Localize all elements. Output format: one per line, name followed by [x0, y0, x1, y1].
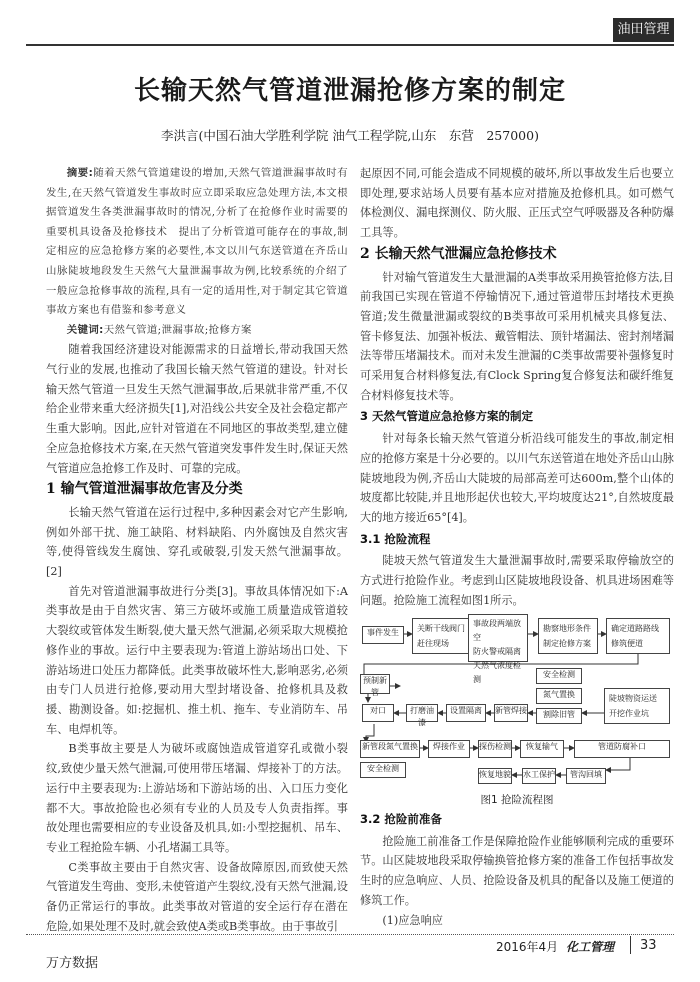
flow-node: 恢复地貌	[478, 768, 512, 784]
page-number: 33	[640, 938, 657, 953]
node-line: 开挖作业坑	[609, 709, 649, 718]
node-line: 天然气浓度检测	[473, 661, 521, 684]
flow-node: 新管焊接	[494, 704, 528, 722]
paragraph: 针对输气管道发生大量泄漏的A类事故采用换管抢修方法,目前我国已实现在管道不停输情况下,通过管道带压封堵技术更换管道;发生微量泄漏或裂纹的B类事故可采用机械夹具修复法、管卡修复法、加强补板法、戴管帽法、顶针堵漏法、密封剂堵漏法等带压堵漏技术。而对未发生泄漏的C类事故需要补强修复时可采用复合材料修复法,有Clock Spring复合修复法和碳纤维复合材料修复技术等。	[360, 270, 674, 402]
watermark: 万方数据	[46, 956, 99, 971]
section-label: 油田管理	[613, 18, 674, 42]
footer-divider	[630, 936, 631, 954]
flow-node	[604, 688, 670, 724]
paragraph: C类事故主要由于自然灾害、设备故障原因,而致使天然气管道发生弯曲、变形,未使管道产生裂纹,没有天然气泄漏,设备仍正常运行的事故。此类事故对管道的安全运行存在潜在危险,如果处理不及时,就会致使A类或B类事故。由于事故引	[46, 860, 348, 933]
abstract	[46, 164, 348, 340]
flow-node: 氮气置换	[536, 688, 582, 704]
right-column	[360, 164, 674, 610]
footer-journal: 化工管理	[566, 940, 615, 954]
section-heading-3: 3 天然气管道应急抢修方案的制定	[360, 409, 534, 424]
paragraph: 长输天然气管道在运行过程中,多种因素会对它产生影响,例如外部干扰、施工缺陷、材料缺陷、内外腐蚀及自然灾害等,使得管线发生腐蚀、穿孔或破裂,引发天然气泄漏事故。[2]	[46, 505, 348, 579]
flow-node: 割除旧管	[536, 708, 582, 724]
node-line: 修筑便道	[611, 639, 643, 648]
node-line: 勘察地形条件	[543, 624, 591, 633]
flow-node: 管道防腐补口	[574, 740, 670, 758]
flow-node: 对口	[362, 704, 394, 722]
figure-caption: 图1 抢险流程图	[480, 794, 554, 806]
keywords-label: 关键词:	[66, 323, 104, 336]
node-line: 赶往现场	[417, 639, 449, 648]
keywords-text: 天然气管道;泄漏事故;抢修方案	[103, 323, 252, 336]
flow-node	[468, 614, 528, 684]
flow-node	[606, 618, 670, 654]
node-line: 制定抢修方案	[543, 639, 591, 648]
section-heading-3-1: 3.1 抢险流程	[360, 531, 431, 546]
flow-node: 焊接作业	[428, 740, 470, 758]
flow-node: 新管段氮气置换	[360, 740, 420, 758]
section-heading-3-2: 3.2 抢险前准备	[360, 812, 442, 826]
section-heading-1: 1 输气管道泄漏事故危害及分类	[46, 481, 243, 498]
paragraph: 抢险施工前准备工作是保障抢险作业能够顺利完成的重要环节。山区陡坡地段采取停输换管抢修方案的准备工作包括事故发生时的应急响应、人员、抢险设备及机具的配备以及施工便道的修筑工作。	[360, 834, 674, 907]
left-column	[46, 164, 348, 936]
abstract-label: 摘要:	[66, 167, 94, 179]
header-rule	[26, 44, 674, 46]
paragraph: 起原因不同,可能会造成不同规模的破坏,所以事故发生后也要立即处理,要求站场人员要有基本应对措施及抢修机具。如可燃气体检测仪、漏电探测仪、防火服、正压式空气呼吸器及各种防爆工具等。	[360, 167, 674, 240]
flow-node: 水工保护	[522, 768, 556, 784]
flow-node: 安全检测	[536, 668, 582, 684]
node-line: 事故段两端放空	[473, 619, 521, 642]
paragraph: (1)应急响应	[382, 913, 443, 927]
flow-node: 事件发生	[362, 626, 404, 644]
author-line: 李洪言(中国石油大学胜利学院 油气工程学院,山东 东营 257000)	[161, 128, 539, 143]
node-line: 确定道路路线	[611, 624, 659, 633]
intro-paragraph: 随着我国经济建设对能源需求的日益增长,带动我国天然气行业的发展,也推动了我国长输天然气管道的建设。针对长输天然气管道一旦发生天然气泄漏事故,后果就非常严重,不仅给企业带来重大经济损失[1],对沿线公共安全及社会稳定都产生重大影响。因此,应针对管道在不同地区的事故类型,建立健全应急抢修技术方案,在天然气管道突发事件发生时,保证天然气管道应急抢修工作及时、可靠的完成。	[46, 343, 348, 475]
flow-node: 管沟回填	[566, 768, 606, 784]
flowchart	[360, 612, 674, 788]
right-column-lower	[360, 808, 674, 930]
flow-node	[538, 618, 598, 654]
abstract-text: 随着天然气管道建设的增加,天然气管道泄漏事故时有发生,在天然气管道发生事故时应立即采取应急处理方法,本文根据管道发生各类泄漏事故时的情况,分析了在抢修作业时需要的重要机具设备及抢修技术 提出了分析管道可能存在的事故,制定相应的应急抢修方案的必要性,本文以川气东送管道在齐岳山山脉陡坡地段发生天然气大量泄漏事故为例,比较系统的介绍了一般应急抢修事故的流程,具有一定的适用性,对于制定其它管道事故方案也有借鉴和参考意义	[46, 167, 349, 317]
paragraph: 陡坡天然气管道发生大量泄漏事故时,需要采取停输放空的方式进行抢险作业。考虑到山区陡坡地段设备、机具进场困难等问题。抢险施工流程如图1所示。	[360, 554, 674, 607]
footer-date: 2016年4月	[496, 940, 559, 954]
node-line: 防火警戒隔离	[473, 647, 521, 656]
section-heading-2: 2 长输天然气泄漏应急抢修技术	[360, 245, 557, 262]
paragraph: B类事故主要是人为破坏或腐蚀造成管道穿孔或微小裂纹,致使少量天然气泄漏,可使用带压堵漏、焊接补丁的方法。运行中主要表现为:上游站场和下游站场的出、入口压力变化都不大。事故抢险也必须有专业的人员及专人负责指挥。事故处理也需要相应的专业设备及机具,如:小型挖掘机、吊车、专业工程抢险车辆、小孔堵漏工具等。	[46, 742, 348, 854]
flow-node: 预制新管	[360, 674, 390, 694]
flow-node: 安全检测	[360, 762, 406, 778]
footer-rule	[26, 934, 674, 935]
node-line: 陡坡物资运送	[609, 694, 657, 703]
paragraph: 针对每条长输天然气管道分析沿线可能发生的事故,制定相应的抢修方案是十分必要的。以川气东送管道在地处齐岳山山脉陡坡地段为例,齐岳山大陡坡的局部高差可达600m,整个山体的坡度都比较陡,并且地形起伏也较大,平均坡度达21°,自然坡度最大的地方接近65°[4]。	[360, 432, 674, 524]
flow-node: 探伤检测	[478, 740, 512, 758]
node-line: 关断干线阀门	[417, 624, 465, 633]
flow-node: 恢复输气	[520, 740, 564, 758]
flow-node: 打磨油漆	[406, 704, 438, 722]
paragraph: 首先对管道泄漏事故进行分类[3]。事故具体情况如下:A类事故是由于自然灾害、第三方破坏或施工质量造成管道较大裂纹或管体发生断裂,使大量天然气泄漏,必须采取大规模抢修作业的事故。运行中主要表现为:管道上游站场出口处、下游站场进口处压力都降低。此类事故破坏性大,影响恶劣,必须由专门人员进行抢修,要动用大型封堵设备、抢修机具及救援、勘测设备。如:挖掘机、推土机、拖车、专业消防车、吊车、电焊机等。	[46, 584, 348, 736]
article-title: 长输天然气管道泄漏抢修方案的制定	[133, 76, 566, 106]
flow-node: 设置隔离	[446, 704, 486, 722]
